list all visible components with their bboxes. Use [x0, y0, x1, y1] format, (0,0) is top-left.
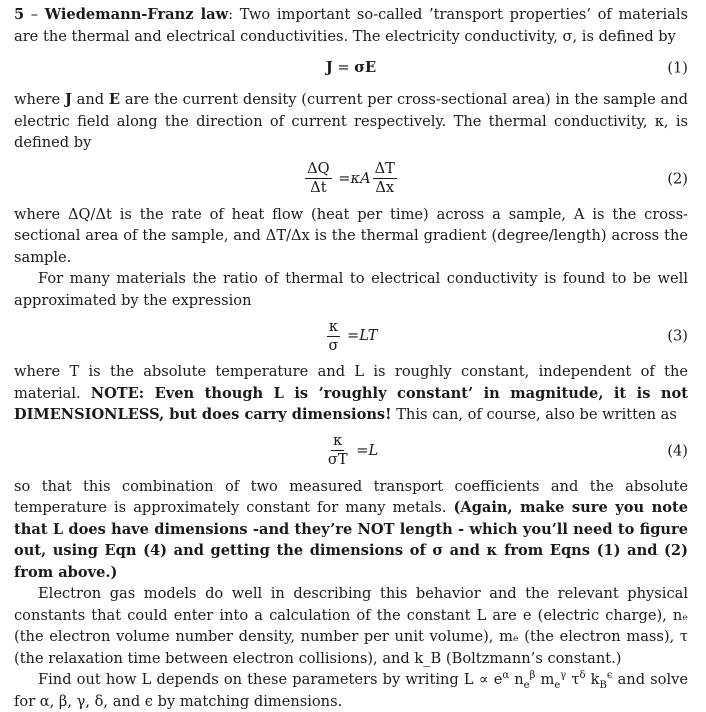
paragraph-current-density — [14, 89, 688, 154]
paragraph-heat-flow: where ΔQ/Δt is the rate of heat flow (heat per time) across a sample, A is the cross-sectional area of the sample, and ΔT/Δx is the thermal gradient (degree/length) across the sample. — [14, 205, 688, 266]
reminder-bold: (Again, make sure you note that L does have dimensions -and they’re NOT length - which you’ll need to figure out, using Eqn (4) and getting the dimensions of σ and κ from Eqns (1) and (2) from above.) — [14, 499, 688, 581]
symbol-m: m — [535, 671, 555, 688]
symbol-tau: τ — [566, 671, 580, 688]
text-segment: and — [71, 91, 109, 108]
eq1-lhs: J — [325, 59, 333, 77]
eq2-numerator-right: ΔT — [374, 160, 395, 177]
symbol-E: E — [108, 91, 121, 108]
text-segment: Find out how L depends on these parameters by writing L ∝ e — [38, 671, 503, 688]
eq2-left-fraction — [305, 160, 332, 197]
eq2-right-fraction — [373, 160, 397, 197]
eq4-numerator: κ — [333, 432, 343, 449]
equation-3 — [14, 311, 688, 361]
symbol-k: k — [585, 671, 600, 688]
eq4-tag: (4) — [667, 441, 688, 459]
text-segment: and solve for α, β, γ, δ, and ϵ by matching dimensions. — [14, 671, 689, 710]
paragraph-electron-gas: Electron gas models do well in describing this behavior and the relevant physical constants that could enter into a calculation of the constant L are e (electric charge), nₑ (the electron volume number density, number per unit volume), mₑ (the electron mass), τ (the relaxation time between electron collisions), and k_B (Boltzmann’s constant.) — [14, 585, 688, 667]
paragraph-note — [14, 361, 688, 426]
problem-number: 5 — [14, 6, 25, 23]
problem-intro-text: : Two important so-called ’transport properties’ of materials are the thermal and electrical conductivities. The electricity conductivity, σ, is defined by — [14, 6, 688, 45]
text-segment: so that this combination of two measured transport coefficients and the absolute temperature is approximately constant for many metals. — [14, 477, 688, 516]
eq3-equals: = — [342, 327, 360, 345]
eq2-tag: (2) — [667, 169, 688, 187]
eq3-fraction — [326, 318, 340, 355]
exp-gamma: γ — [560, 670, 567, 682]
eq2-denominator-right: Δx — [375, 179, 395, 196]
sub-B: B — [599, 679, 607, 691]
note-bold: NOTE: Even though L is ’roughly constant’ in magnitude, it is not DIMENSIONLESS, but does carry dimensions! — [14, 384, 688, 423]
problem-title: Wiedemann-Franz law — [44, 6, 229, 23]
paragraph-find — [14, 669, 688, 712]
eq2-numerator-left: ΔQ — [307, 160, 330, 177]
eq4-rhs: L — [368, 441, 379, 459]
symbol-n: n — [509, 671, 524, 688]
paragraph-ratio: For many materials the ratio of thermal to electrical conductivity is found to be well approximated by the expression — [14, 270, 688, 309]
sub-e: e — [523, 679, 530, 691]
eq3-numerator: κ — [328, 317, 338, 335]
equation-2 — [14, 154, 688, 204]
eq4-denominator: σT — [327, 451, 348, 468]
exp-epsilon: ϵ — [606, 670, 613, 682]
exp-alpha: α — [502, 670, 510, 682]
eq1-rhs: σE — [354, 59, 377, 77]
text-segment: This can, of course, also be written as — [391, 406, 677, 423]
sub-e: e — [554, 679, 561, 691]
equation-1 — [14, 47, 688, 89]
eq2-equals: = — [333, 169, 351, 187]
problem-intro — [14, 4, 688, 47]
text-segment: where — [14, 91, 65, 108]
problem-dash: – — [30, 6, 39, 23]
eq1-tag: (1) — [667, 59, 688, 77]
eq3-rhs: LT — [359, 327, 378, 345]
text-segment: are the current density (current per cross-sectional area) in the sample and electric field along the direction of current respectively. The thermal conductivity, κ, is defined by — [14, 91, 688, 151]
eq2-middle: κA — [350, 169, 371, 187]
equation-4 — [14, 426, 688, 476]
paragraph-so-that — [14, 476, 688, 584]
eq4-fraction — [326, 432, 350, 469]
exp-delta: δ — [579, 670, 586, 682]
eq3-denominator: σ — [328, 336, 339, 354]
eq4-equals: = — [351, 441, 369, 459]
eq1-equals: = — [337, 59, 355, 77]
eq3-tag: (3) — [667, 327, 688, 345]
text-segment: where T is the absolute temperature and L is roughly constant, independent of the material. — [14, 363, 688, 402]
eq2-denominator-left: Δt — [310, 179, 327, 196]
symbol-J: J — [64, 91, 72, 108]
exp-beta: β — [529, 670, 536, 682]
